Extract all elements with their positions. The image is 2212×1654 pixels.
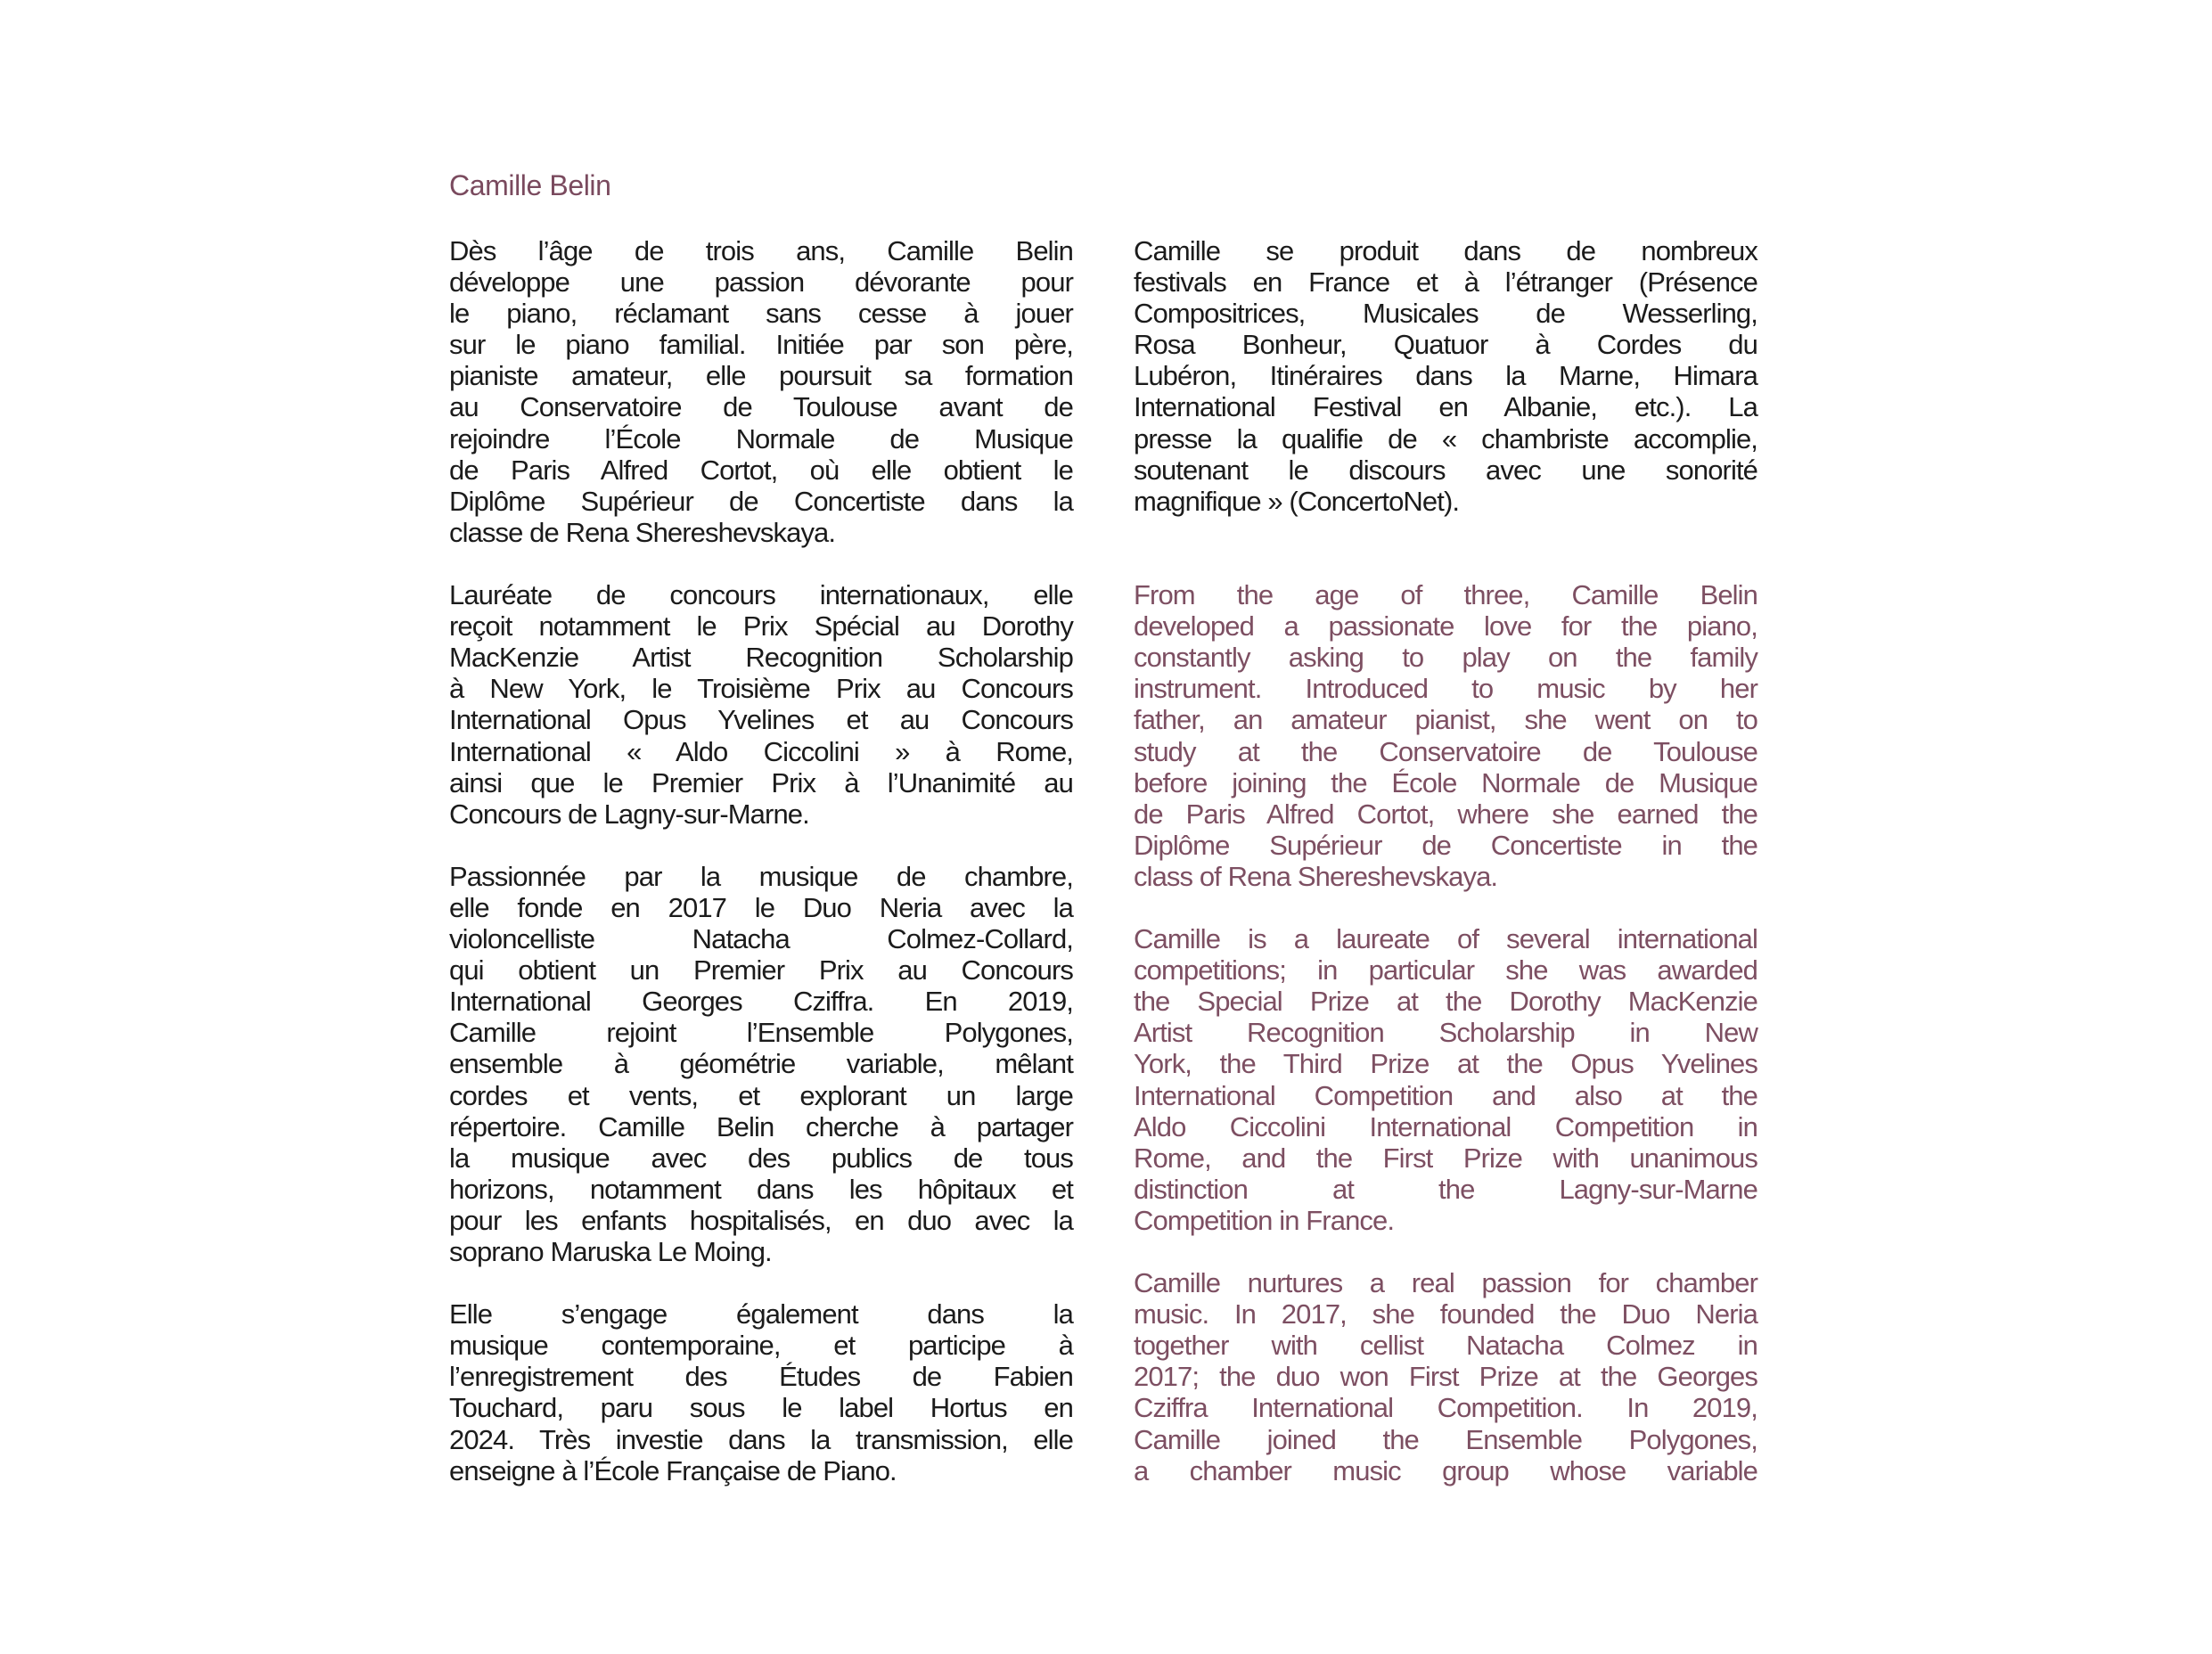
text-line: Lubéron, Itinéraires dans la Marne, Himara <box>1134 360 1757 392</box>
text-line: pour les enfants hospitalisés, en duo avec la <box>449 1204 1073 1236</box>
text-line: Passionnée par la musique de chambre, <box>449 860 1073 892</box>
text-line: rejoindre l’École Normale de Musique <box>449 422 1073 454</box>
text-line: soprano Maruska Le Moing. <box>449 1236 772 1267</box>
text-line: developed a passionate love for the piano, <box>1134 610 1757 643</box>
text-line: 2017; the duo won First Prize at the Georges <box>1134 1361 1757 1393</box>
text-line: développe une passion dévorante pour <box>449 266 1073 299</box>
right-column <box>1134 235 1757 1518</box>
text-line: York, the Third Prize at the Opus Yvelines <box>1134 1048 1757 1080</box>
text-line: International « Aldo Ciccolini » à Rome, <box>449 735 1073 767</box>
text-line: Concours de Lagny-sur-Marne. <box>449 798 809 830</box>
text-line: Dès l’âge de trois ans, Camille Belin <box>449 235 1073 266</box>
text-line: study at the Conservatoire de Toulouse <box>1134 735 1757 767</box>
text-line: MacKenzie Artist Recognition Scholarship <box>449 642 1073 674</box>
text-line: soutenant le discours avec une sonorité <box>1134 454 1757 486</box>
text-line: Touchard, paru sous le label Hortus en <box>449 1392 1073 1424</box>
text-line: à New York, le Troisième Prix au Concours <box>449 673 1073 705</box>
text-line: ensemble à géométrie variable, mêlant <box>449 1048 1073 1080</box>
text-line: magnifique » (ConcertoNet). <box>1134 485 1460 517</box>
text-line: pianiste amateur, elle poursuit sa formation <box>449 360 1073 392</box>
text-line: horizons, notamment dans les hôpitaux et <box>449 1173 1073 1205</box>
text-line: enseigne à l’École Française de Piano. <box>449 1454 897 1486</box>
text-line: le piano, réclamant sans cesse à jouer <box>449 298 1073 330</box>
text-line: Lauréate de concours internationaux, elle <box>449 579 1073 611</box>
text-line: l’enregistrement des Études de Fabien <box>449 1361 1073 1393</box>
bio-paragraph-en-3 <box>1134 1267 1757 1486</box>
text-line: the Special Prize at the Dorothy MacKenzie <box>1134 986 1757 1018</box>
text-line: together with cellist Natacha Colmez in <box>1134 1330 1757 1362</box>
text-line: Camille se produit dans de nombreux <box>1134 235 1757 266</box>
bio-paragraph-fr-5 <box>1134 235 1757 517</box>
text-line: distinction at the Lagny-sur-Marne <box>1134 1173 1757 1205</box>
text-line: presse la qualifie de « chambriste accomplie, <box>1134 422 1757 454</box>
bio-paragraph-fr-1 <box>449 235 1073 548</box>
text-line: father, an amateur pianist, she went on to <box>1134 704 1757 736</box>
text-line: Compositrices, Musicales de Wesserling, <box>1134 298 1757 330</box>
left-column <box>449 235 1073 1518</box>
text-line: Camille joined the Ensemble Polygones, <box>1134 1423 1757 1455</box>
text-line: Diplôme Supérieur de Concertiste in the <box>1134 829 1757 861</box>
text-line: Camille is a laureate of several international <box>1134 923 1757 955</box>
text-line: musique contemporaine, et participe à <box>449 1330 1073 1362</box>
text-line: 2024. Très investie dans la transmission, elle <box>449 1423 1073 1455</box>
text-line: class of Rena Shereshevskaya. <box>1134 860 1498 892</box>
text-line: reçoit notamment le Prix Spécial au Dorothy <box>449 610 1073 643</box>
text-line: la musique avec des publics de tous <box>449 1142 1073 1174</box>
text-line: International Festival en Albanie, etc.). La <box>1134 391 1757 423</box>
text-line: sur le piano familial. Initiée par son père, <box>449 329 1073 361</box>
text-line: au Conservatoire de Toulouse avant de <box>449 391 1073 423</box>
text-line: elle fonde en 2017 le Duo Neria avec la <box>449 891 1073 923</box>
bio-paragraph-fr-4 <box>449 1298 1073 1486</box>
text-line: festivals en France et à l’étranger (Présence <box>1134 266 1757 299</box>
text-line: Competition in France. <box>1134 1204 1395 1236</box>
text-line: Cziffra International Competition. In 2019, <box>1134 1392 1757 1424</box>
text-line: music. In 2017, she founded the Duo Neria <box>1134 1298 1757 1331</box>
text-line: Camille nurtures a real passion for chamber <box>1134 1267 1757 1299</box>
text-line: Artist Recognition Scholarship in New <box>1134 1017 1757 1049</box>
text-line: International Georges Cziffra. En 2019, <box>449 986 1073 1018</box>
text-line: instrument. Introduced to music by her <box>1134 673 1757 705</box>
text-line: Elle s’engage également dans la <box>449 1298 1073 1331</box>
text-line: cordes et vents, et explorant un large <box>449 1079 1073 1111</box>
bio-paragraph-fr-3 <box>449 861 1073 1267</box>
bio-paragraph-en-2 <box>1134 923 1757 1236</box>
text-line: violoncelliste Natacha Colmez-Collard, <box>449 923 1073 955</box>
text-line: qui obtient un Premier Prix au Concours <box>449 954 1073 987</box>
bio-paragraph-en-1 <box>1134 579 1757 892</box>
text-line: constantly asking to play on the family <box>1134 642 1757 674</box>
text-line: before joining the École Normale de Musique <box>1134 766 1757 798</box>
text-line: Aldo Ciccolini International Competition in <box>1134 1110 1757 1142</box>
text-line: International Competition and also at the <box>1134 1079 1757 1111</box>
text-line: de Paris Alfred Cortot, où elle obtient le <box>449 454 1073 486</box>
text-line: Diplôme Supérieur de Concertiste dans la <box>449 485 1073 517</box>
text-line: Rome, and the First Prize with unanimous <box>1134 1142 1757 1174</box>
bio-paragraph-fr-2 <box>449 579 1073 830</box>
text-line: ainsi que le Premier Prix à l’Unanimité au <box>449 766 1073 798</box>
text-line: Camille rejoint l’Ensemble Polygones, <box>449 1017 1073 1049</box>
text-line: competitions; in particular she was awarded <box>1134 954 1757 987</box>
text-line: de Paris Alfred Cortot, where she earned the <box>1134 798 1757 830</box>
text-line: International Opus Yvelines et au Concours <box>449 704 1073 736</box>
page-title: Camille Belin <box>449 169 611 201</box>
text-line: répertoire. Camille Belin cherche à partager <box>449 1110 1073 1142</box>
text-line: Rosa Bonheur, Quatuor à Cordes du <box>1134 329 1757 361</box>
text-line: From the age of three, Camille Belin <box>1134 579 1757 611</box>
text-line: a chamber music group whose variable <box>1134 1454 1757 1486</box>
text-line: classe de Rena Shereshevskaya. <box>449 516 836 548</box>
